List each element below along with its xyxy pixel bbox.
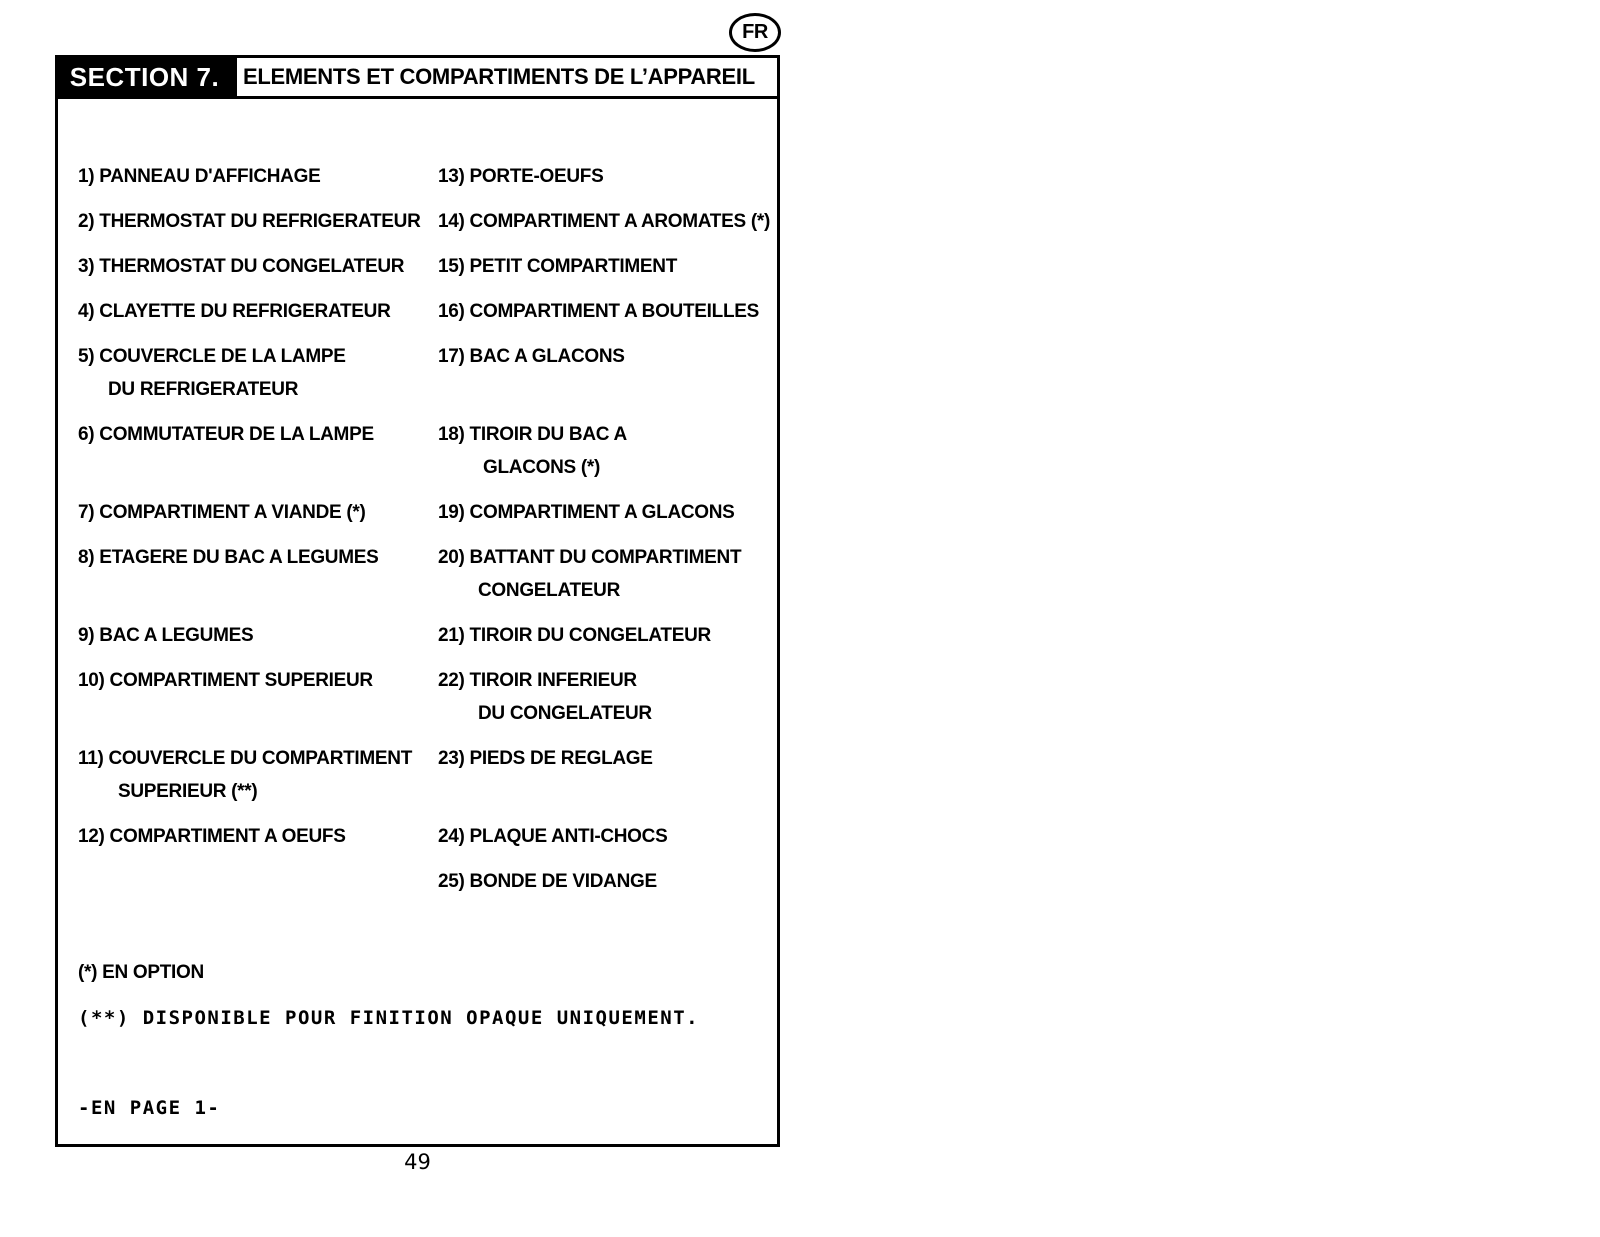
list-item-text-continued: DU REFRIGERATEUR	[108, 379, 299, 400]
footnote-option: (*) EN OPTION	[78, 962, 204, 983]
list-item-text: 25) BONDE DE VIDANGE	[438, 871, 657, 892]
list-row	[78, 295, 777, 328]
language-badge	[729, 13, 781, 52]
list-item	[78, 619, 438, 652]
list-item-text: 13) PORTE-OEUFS	[438, 166, 604, 187]
list-item	[438, 250, 777, 283]
list-item-text: 19) COMPARTIMENT A GLACONS	[438, 502, 735, 523]
content-frame	[55, 55, 780, 1147]
list-row	[78, 664, 777, 730]
list-item	[78, 295, 438, 328]
list-item	[78, 541, 438, 607]
list-item	[438, 418, 777, 484]
list-item-text: 16) COMPARTIMENT A BOUTEILLES	[438, 301, 759, 322]
list-item	[438, 295, 777, 328]
list-row	[78, 340, 777, 406]
list-item	[438, 541, 777, 607]
list-item-text: 6) COMMUTATEUR DE LA LAMPE	[78, 424, 374, 445]
list-row	[78, 418, 777, 484]
list-row	[78, 160, 777, 193]
list-row	[78, 541, 777, 607]
section-header	[55, 55, 780, 99]
list-item	[438, 205, 777, 238]
language-badge-label: FR	[742, 21, 768, 43]
list-item	[438, 820, 777, 853]
section-number-label: SECTION 7.	[55, 55, 234, 99]
list-item-text: 9) BAC A LEGUMES	[78, 625, 254, 646]
list-item-text: 15) PETIT COMPARTIMENT	[438, 256, 677, 277]
footnote-finish: (**) DISPONIBLE POUR FINITION OPAQUE UNIQUEMENT.	[78, 1007, 700, 1029]
list-item-text: 8) ETAGERE DU BAC A LEGUMES	[78, 547, 379, 568]
list-item-text: 4) CLAYETTE DU REFRIGERATEUR	[78, 301, 391, 322]
list-item	[438, 742, 777, 808]
list-row	[78, 496, 777, 529]
parts-list	[58, 160, 777, 911]
list-item-text: 17) BAC A GLACONS	[438, 346, 625, 367]
page-number: 49	[404, 1150, 431, 1174]
list-item-text: 7) COMPARTIMENT A VIANDE (*)	[78, 502, 366, 523]
list-item	[78, 250, 438, 283]
list-item	[78, 820, 438, 853]
list-item-text: 24) PLAQUE ANTI-CHOCS	[438, 826, 668, 847]
list-item-text: 23) PIEDS DE REGLAGE	[438, 748, 653, 769]
list-item	[438, 496, 777, 529]
list-row	[78, 205, 777, 238]
list-item-text: 2) THERMOSTAT DU REFRIGERATEUR	[78, 211, 421, 232]
list-item	[78, 418, 438, 484]
list-item	[438, 664, 777, 730]
list-row	[78, 820, 777, 853]
list-item	[438, 619, 777, 652]
list-item	[78, 205, 438, 238]
list-item-text-continued: DU CONGELATEUR	[478, 703, 652, 724]
list-item-text-continued: GLACONS (*)	[483, 457, 601, 478]
list-item-text: 12) COMPARTIMENT A OEUFS	[78, 826, 346, 847]
list-item	[78, 865, 438, 898]
list-item-text: 22) TIROIR INFERIEUR	[438, 670, 637, 691]
list-item	[78, 496, 438, 529]
list-item	[438, 340, 777, 406]
page-reference: -EN PAGE 1-	[78, 1097, 221, 1119]
list-item-text: 5) COUVERCLE DE LA LAMPE	[78, 346, 346, 367]
section-title: ELEMENTS ET COMPARTIMENTS DE L’APPAREIL	[234, 55, 780, 99]
list-item-text: 14) COMPARTIMENT A AROMATES (*)	[438, 211, 770, 232]
list-item-text-continued: SUPERIEUR (**)	[118, 781, 258, 802]
list-item-text: 11) COUVERCLE DU COMPARTIMENT	[78, 748, 413, 769]
list-item	[78, 160, 438, 193]
list-item	[78, 742, 438, 808]
list-row	[78, 250, 777, 283]
list-row	[78, 865, 777, 898]
list-item-text: 20) BATTANT DU COMPARTIMENT	[438, 547, 742, 568]
list-item-text: 21) TIROIR DU CONGELATEUR	[438, 625, 711, 646]
list-item-text-continued: CONGELATEUR	[478, 580, 621, 601]
list-item-text: 10) COMPARTIMENT SUPERIEUR	[78, 670, 373, 691]
list-item-text: 1) PANNEAU D'AFFICHAGE	[78, 166, 321, 187]
list-item-text: 18) TIROIR DU BAC A	[438, 424, 627, 445]
list-row	[78, 619, 777, 652]
list-item	[78, 664, 438, 730]
list-item	[438, 160, 777, 193]
list-item-text: 3) THERMOSTAT DU CONGELATEUR	[78, 256, 405, 277]
list-row	[78, 742, 777, 808]
list-item	[78, 340, 438, 406]
list-item	[438, 865, 777, 898]
